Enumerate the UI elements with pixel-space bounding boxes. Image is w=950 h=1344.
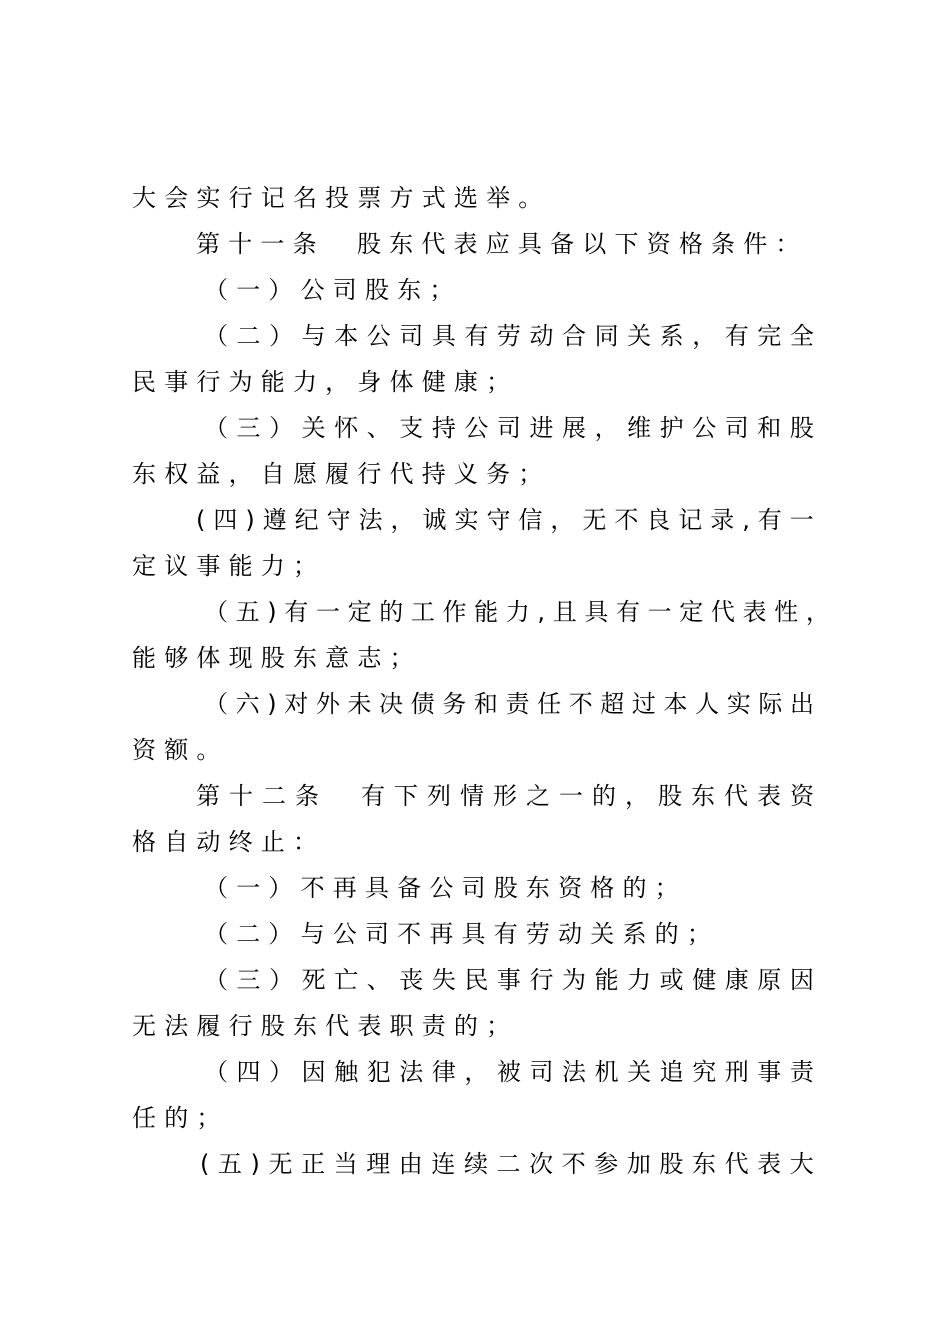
text-line-1: 大 会 实 行 记 名 投 票 方 式 选 举 。 <box>132 184 543 212</box>
text-line-11: 能 够 体 现 股 东 意 志 ； <box>132 644 414 672</box>
text-line-9: 定 议 事 能 力 ； <box>132 552 317 580</box>
text-line-20: （ 四 ） 因 触 犯 法 律 ， 被 司 法 机 关 追 究 刑 事 责 <box>204 1058 814 1086</box>
text-line-4: （ 二 ） 与 本 公 司 具 有 劳 动 合 同 关 系 ， 有 完 全 <box>204 322 814 350</box>
text-line-5: 民 事 行 为 能 力 ， 身 体 健 康 ； <box>132 368 511 396</box>
text-line-18: （ 三 ） 死 亡 、 丧 失 民 事 行 为 能 力 或 健 康 原 因 <box>204 966 814 994</box>
text-line-3: （ 一 ） 公 司 股 东 ； <box>204 276 454 304</box>
text-line-22: ( 五 ) 无 正 当 理 由 连 续 二 次 不 参 加 股 东 代 表 大 <box>200 1150 814 1178</box>
article-12-heading: 第 十 二 条 有 下 列 情 形 之 一 的 ， 股 东 代 表 资 <box>196 782 814 810</box>
text-line-19: 无 法 履 行 股 东 代 表 职 责 的 ； <box>132 1012 511 1040</box>
text-line-16: （ 一 ） 不 再 具 备 公 司 股 东 资 格 的 ； <box>204 874 679 902</box>
text-line-6: （ 三 ） 关 怀 、 支 持 公 司 进 展 ， 维 护 公 司 和 股 <box>204 414 814 442</box>
text-line-15: 格 自 动 终 止 ： <box>132 828 317 856</box>
article-11-heading: 第 十 一 条 股 东 代 表 应 具 备 以 下 资 格 条 件 ： <box>196 230 800 258</box>
text-line-10: （ 五 ) 有 一 定 的 工 作 能 力 , 且 具 有 一 定 代 表 性 ， <box>204 598 830 626</box>
text-line-7: 东 权 益 ， 自 愿 履 行 代 持 义 务 ； <box>132 460 543 488</box>
text-line-8: ( 四 ) 遵 纪 守 法 ， 诚 实 守 信 ， 无 不 良 记 录 , 有 一 <box>196 506 814 534</box>
text-line-13: 资 额 。 <box>132 736 221 764</box>
text-line-17: （ 二 ） 与 公 司 不 再 具 有 劳 动 关 系 的 ； <box>204 920 711 948</box>
text-line-21: 任 的 ； <box>132 1104 221 1132</box>
text-line-12: （ 六 ) 对 外 未 决 债 务 和 责 任 不 超 过 本 人 实 际 出 <box>204 690 814 718</box>
